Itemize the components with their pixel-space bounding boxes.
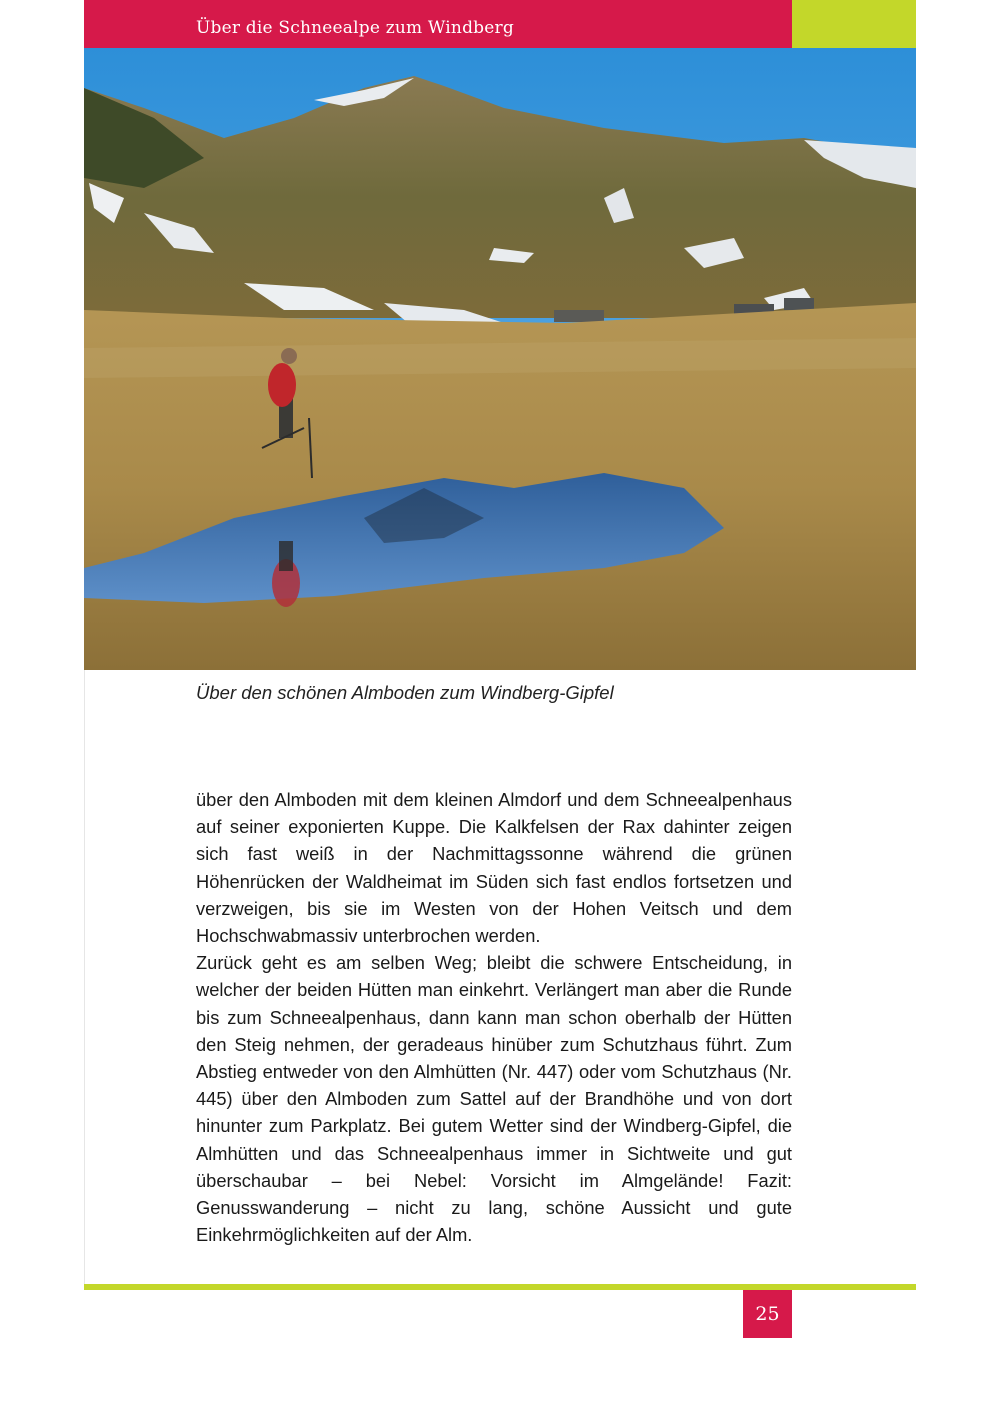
photo-caption: Über den schönen Almboden zum Windberg-Gipfel — [196, 682, 614, 703]
body-text — [196, 786, 792, 1248]
landscape-photo — [84, 48, 916, 670]
body-paragraph: über den Almboden mit dem kleinen Almdorf und dem Schneealpenhaus auf seiner exponierten Kuppe. Die Kalkfelsen der Rax dahinter zeigen sich fast weiß in der Nachmittagssonne während die grünen Höhenrücken der Waldheimat im Süden sich fast endlos fortsetzen und verzweigen, bis sie im Westen von der Hohen Veitsch und dem Hochschwabmassiv unterbrochen werden. — [196, 789, 792, 947]
page-number: 25 — [743, 1290, 792, 1338]
body-paragraph: Zurück geht es am selben Weg; bleibt die schwere Entscheidung, in welcher der beiden Hütten man einkehrt. Verlängert man aber die Runde bis zum Schneealpenhaus, dann kann man schon oberhalb der Hütten den Steig nehmen, der geradeaus hinüber zum Schutzhaus führt. Zum Abstieg entweder von den Almhütten (Nr. 447) oder vom Schutzhaus (Nr. 445) über den Almboden zum Sattel auf der Brandhöhe und von dort hinunter zum Parkplatz. Bei gutem Wetter sind der Windberg-Gipfel, die Almhütten und das Schneealpenhaus immer in Sichtweite und gut überschaubar – bei Nebel: Vorsicht im Almgelände! Fazit: Genusswanderung – nicht zu lang, schöne Aussicht und gute Einkehrmöglichkeiten auf der Alm. — [196, 952, 792, 1246]
header-accent-block — [792, 0, 916, 48]
left-margin-rule — [84, 670, 85, 1286]
running-header-title: Über die Schneealpe zum Windberg — [196, 18, 514, 38]
